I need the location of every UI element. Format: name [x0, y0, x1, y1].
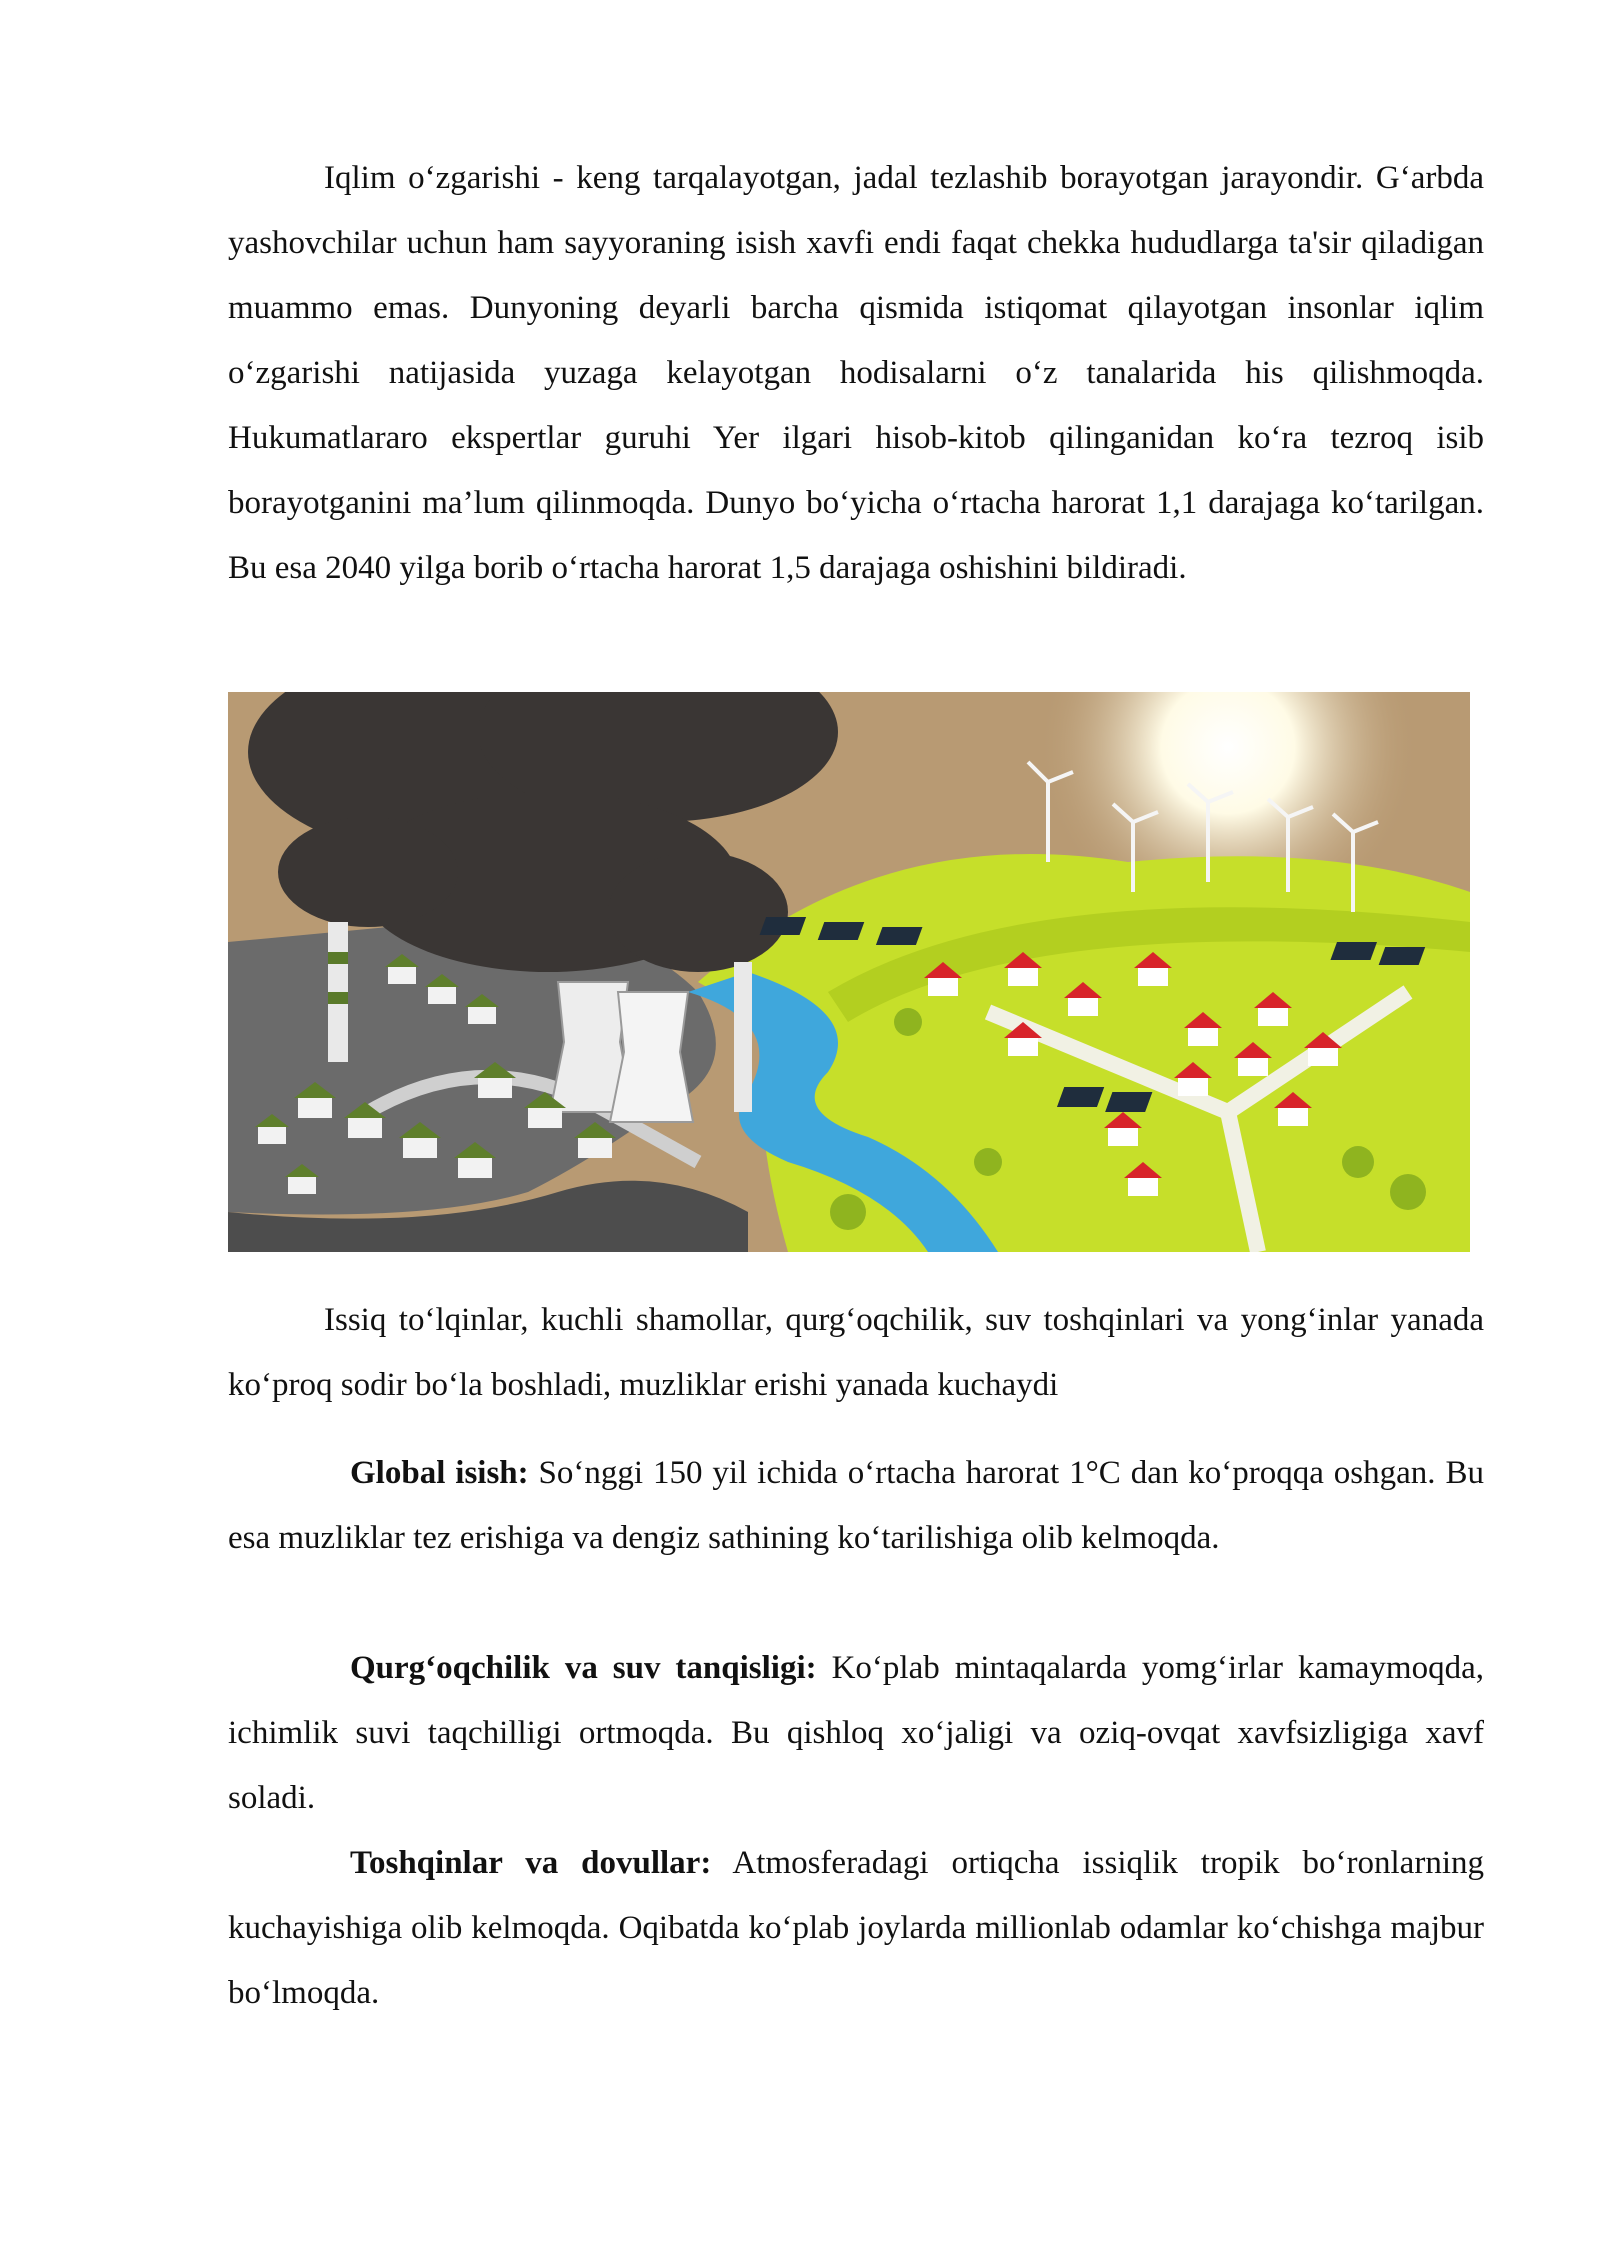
- drought-paragraph: [228, 1636, 1484, 1831]
- floods-heading: Toshqinlar va dovullar:: [350, 1845, 712, 1881]
- floods-paragraph: [228, 1831, 1484, 2026]
- global-warming-text: So‘nggi 150 yil ichida o‘rtacha harorat 1°C dan ko‘proqqa oshgan. Bu esa muzliklar tez erishiga va dengiz sathining ko‘tarilishiga olib kelmoqda.: [228, 1455, 1484, 1556]
- global-warming-paragraph: [228, 1441, 1484, 1571]
- polluted-vs-green-city-illustration: [228, 692, 1470, 1252]
- drought-text: Ko‘plab mintaqalarda yomg‘irlar kamaymoqda, ichimlik suvi taqchilligi ortmoqda. Bu qishloq xo‘jaligi va oziq-ovqat xavfsizligiga xavf soladi.: [228, 1650, 1484, 1816]
- drought-heading: Qurg‘oqchilik va suv tanqisligi:: [350, 1650, 817, 1686]
- intro-paragraph: Iqlim o‘zgarishi - keng tarqalayotgan, jadal tezlashib borayotgan jarayondir. G‘arbda yashovchilar uchun ham sayyoraning isish xavfi endi faqat chekka hududlarga ta'sir qiladigan muammo emas. Dunyoning deyarli barcha qismida istiqomat qilayotgan insonlar iqlim o‘zgarishi natijasida yuzaga kelayotgan hodisalarni o‘z tanalarida his qilishmoqda. Hukumatlararo ekspertlar guruhi Yer ilgari hisob-kitob qilinganidan ko‘ra tezroq isib borayotganini ma’lum qilinmoqda. Dunyo bo‘yicha o‘rtacha harorat 1,1 darajaga ko‘tarilgan. Bu esa 2040 yilga borib o‘rtacha harorat 1,5 darajaga oshishini bildiradi.: [228, 160, 1484, 586]
- chimney: [734, 962, 752, 1112]
- global-warming-heading: Global isish:: [350, 1455, 529, 1491]
- climate-illustration: [228, 692, 1470, 1252]
- floods-text: Atmosferadagi ortiqcha issiqlik tropik bo‘ronlarning kuchayishiga olib kelmoqda. Oqibatda ko‘plab joylarda millionlab odamlar ko‘chishga majbur bo‘lmoqda.: [228, 1845, 1484, 2011]
- extreme-weather-paragraph: Issiq to‘lqinlar, kuchli shamollar, qurg‘oqchilik, suv toshqinlari va yong‘inlar yanada ko‘proq sodir bo‘la boshladi, muzliklar erishi yanada kuchaydi: [228, 1302, 1484, 1403]
- cooling-tower: [610, 992, 693, 1122]
